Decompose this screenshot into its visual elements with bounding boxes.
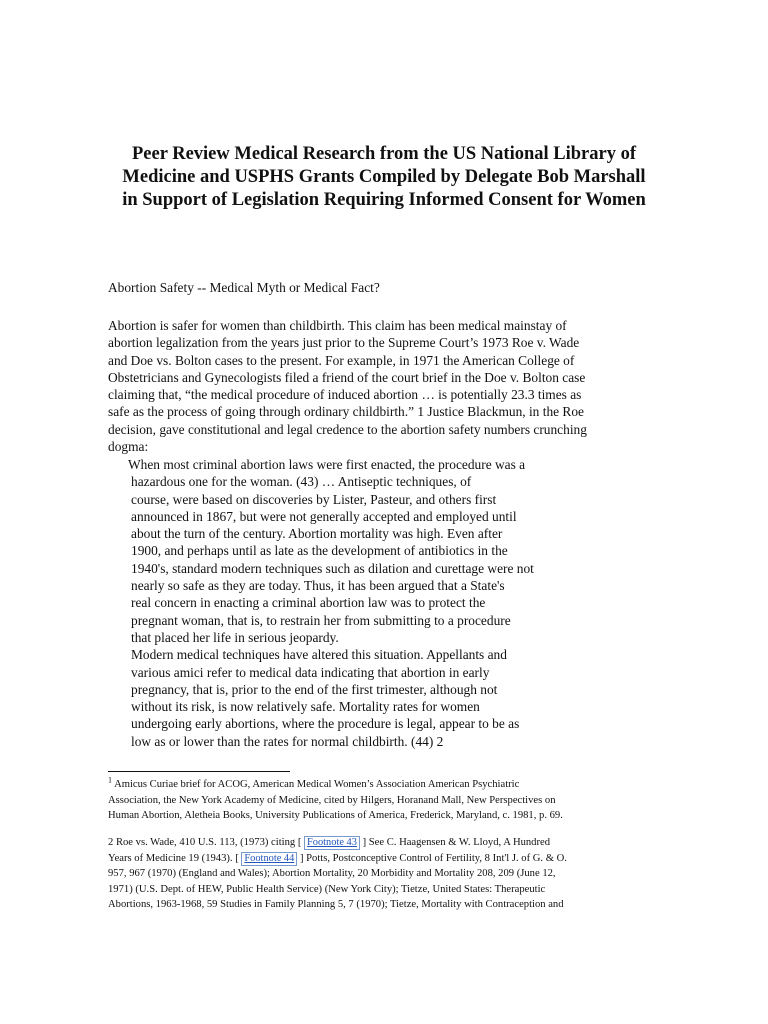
title-line: Medicine and USPHS Grants Compiled by Delegate Bob Marshall — [122, 167, 646, 187]
quote-line: various amici refer to medical data indicating that abortion in early — [131, 664, 490, 680]
quote-line: pregnancy, that is, prior to the end of the first trimester, although not — [131, 681, 498, 697]
quote-line: announced in 1867, but were not generally accepted and employed until — [131, 508, 517, 524]
footnote-line — [108, 851, 668, 867]
footnote-line — [108, 777, 668, 793]
quote-line: pregnant woman, that is, to restrain her from submitting to a procedure — [131, 612, 511, 628]
footnote-marker: 1 — [108, 775, 112, 785]
quote-line: 1900, and perhaps until as late as the development of antibiotics in the — [131, 543, 508, 559]
footnote-43-link[interactable]: Footnote 43 — [304, 836, 360, 850]
footnote-2 — [108, 835, 668, 913]
footnote-44-link[interactable]: Footnote 44 — [241, 852, 297, 866]
paragraph-line: decision, gave constitutional and legal credence to the abortion safety numbers crunching — [108, 421, 587, 437]
title-line: Peer Review Medical Research from the US National Library of — [131, 144, 637, 164]
quote-line: Modern medical techniques have altered this situation. Appellants and — [131, 647, 507, 663]
block-quote — [128, 456, 608, 750]
document-title — [108, 143, 660, 212]
footnote-1 — [108, 777, 668, 824]
quote-line: hazardous one for the woman. (43) … Antiseptic techniques, of — [131, 474, 472, 490]
footnote-text: 2 Roe vs. Wade, 410 U.S. 113, (1973) citing [ — [108, 837, 304, 848]
footnote-text: Years of Medicine 19 (1943). [ — [108, 852, 242, 864]
quote-line: 1940's, standard modern techniques such as dilation and curettage were not — [131, 560, 534, 576]
quote-line: real concern in enacting a criminal abortion law was to protect the — [131, 595, 486, 611]
quote-line: low as or lower than the rates for normal childbirth. (44) 2 — [131, 733, 444, 749]
footnote-text: ] Potts, Postconceptive Control of Fertility, 8 Int'l J. of G. & O. — [297, 852, 567, 864]
footnote-separator — [108, 771, 290, 772]
paragraph-line: safe as the process of going through ordinary childbirth.” 1 Justice Blackmun, in the Roe — [108, 404, 585, 420]
paragraph-line: abortion legalization from the years just prior to the Supreme Court’s 1973 Roe v. Wade — [108, 335, 580, 351]
paragraph-line: Abortion is safer for women than childbirth. This claim has been medical mainstay of — [108, 318, 567, 333]
title-line: in Support of Legislation Requiring Informed Consent for Women — [122, 190, 646, 210]
footnote-line: 1971) (U.S. Dept. of HEW, Public Health Service) (New York City); Tietze, United States: Therapeutic — [108, 883, 546, 895]
footnote-line: Association, the New York Academy of Medicine, cited by Hilgers, Horanand Mall, New Perspectives on — [108, 794, 556, 806]
footnote-text: ] See C. Haagensen & W. Lloyd, A Hundred — [359, 837, 551, 848]
paragraph-line: claiming that, “the medical procedure of induced abortion … is potentially 23.3 times as — [108, 387, 582, 403]
quote-line: course, were based on discoveries by Lister, Pasteur, and others first — [131, 491, 497, 507]
quote-line: that placed her life in serious jeopardy. — [131, 629, 339, 645]
quote-line: nearly so safe as they are today. Thus, it has been argued that a State's — [131, 578, 505, 594]
footnote-text: Amicus Curiae brief for ACOG, American Medical Women’s Association American Psychiatric — [112, 779, 520, 790]
quote-line: about the turn of the century. Abortion mortality was high. Even after — [131, 526, 503, 542]
quote-line: undergoing early abortions, where the procedure is legal, appear to be as — [131, 716, 520, 732]
footnote-line: 957, 967 (1970) (England and Wales); Abortion Mortality, 20 Morbidity and Mortality 208, 209 (June 12, — [108, 868, 556, 880]
quote-line: without its risk, is now relatively safe. Mortality rates for women — [131, 699, 480, 715]
footnote-line — [108, 835, 668, 851]
quote-line: When most criminal abortion laws were first enacted, the procedure was a — [128, 457, 526, 472]
body-paragraph — [108, 317, 668, 455]
section-heading: Abortion Safety -- Medical Myth or Medical Fact? — [108, 280, 380, 295]
paragraph-line: and Doe vs. Bolton cases to the present. For example, in 1971 the American College of — [108, 352, 575, 368]
paragraph-line: Obstetricians and Gynecologists filed a friend of the court brief in the Doe v. Bolton case — [108, 369, 586, 385]
footnote-line: Abortions, 1963-1968, 59 Studies in Family Planning 5, 7 (1970); Tietze, Mortality with Contraception and — [108, 899, 564, 911]
footnote-line: Human Abortion, Aletheia Books, University Publications of America, Frederick, Maryland, c. 1981, p. 69. — [108, 810, 563, 822]
paragraph-line: dogma: — [108, 439, 149, 455]
